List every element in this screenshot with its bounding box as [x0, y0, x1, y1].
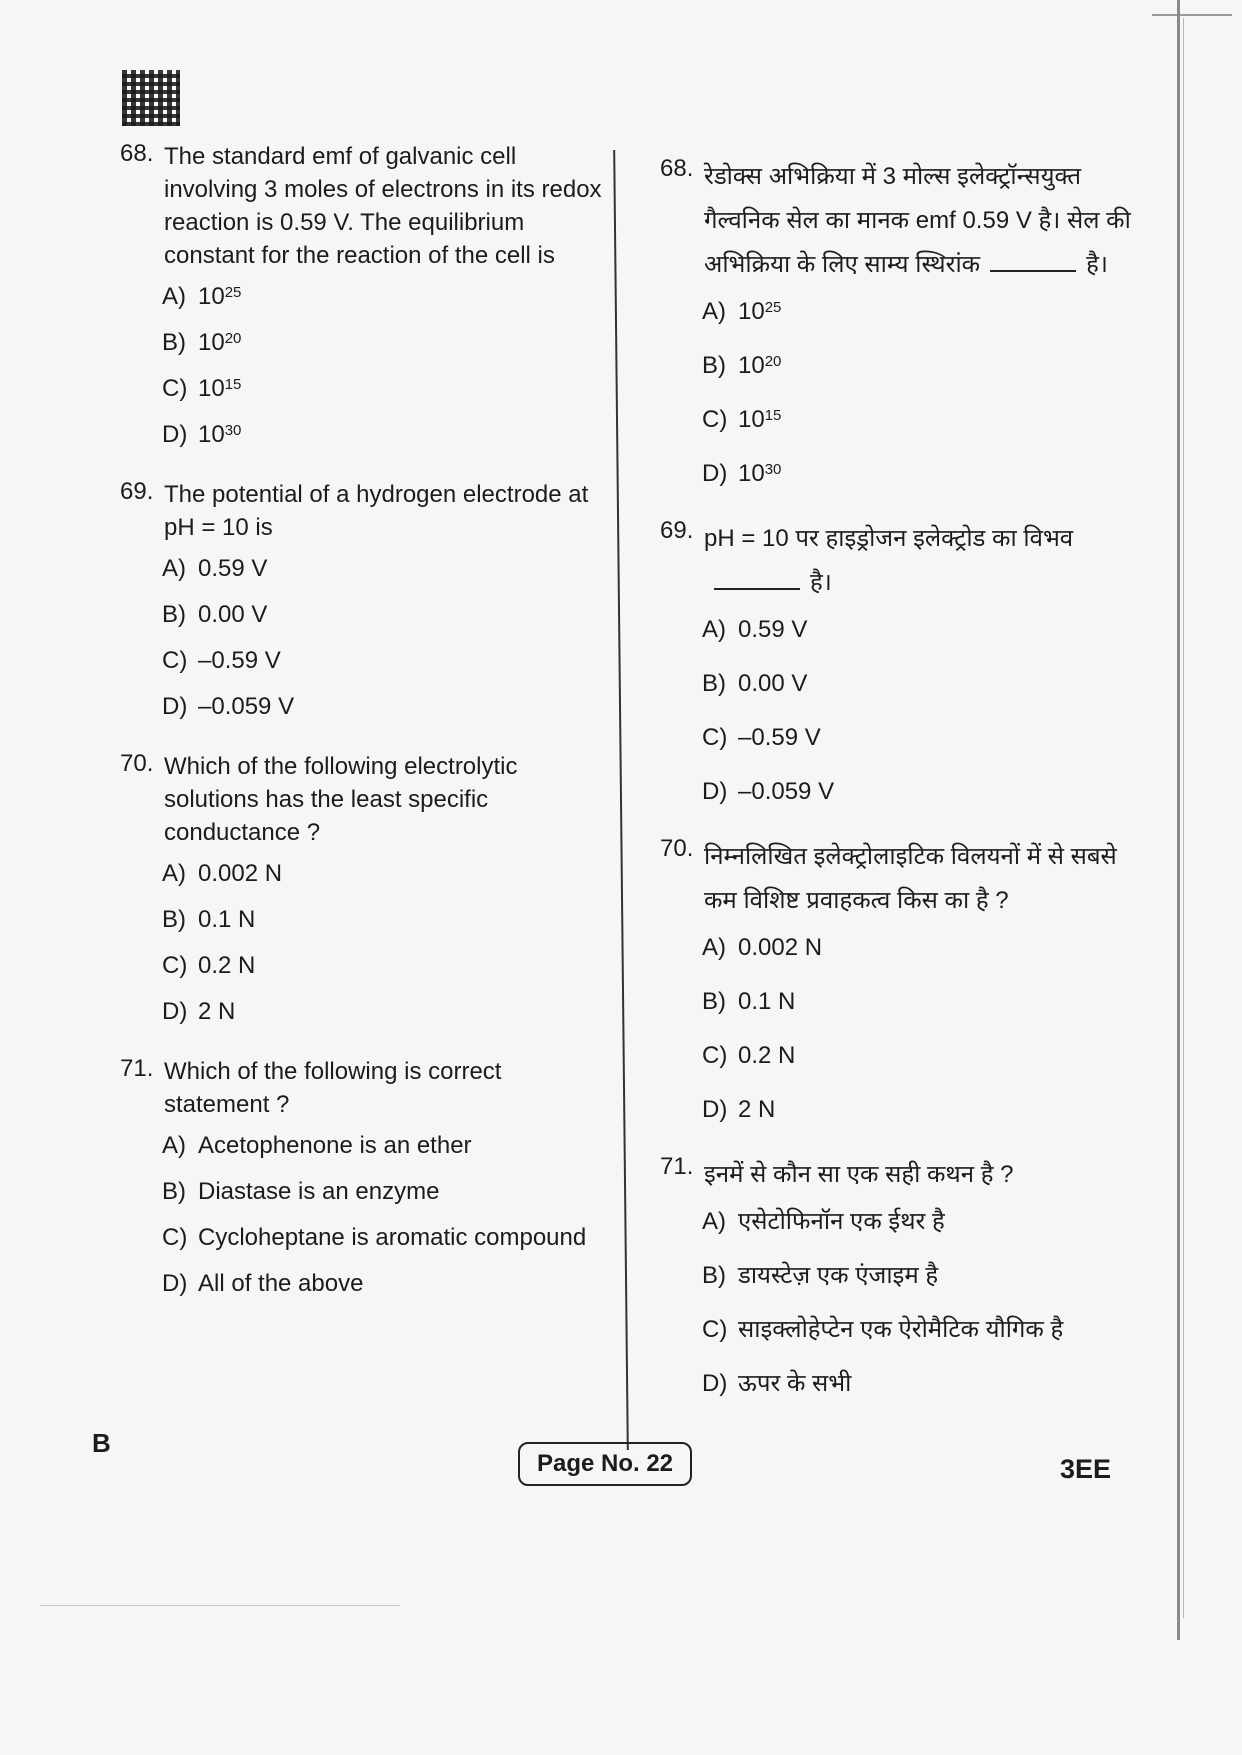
question-number: 71. — [660, 1153, 694, 1180]
power-exponent: 15 — [224, 376, 242, 393]
option-letter: D) — [162, 693, 188, 720]
option-letter: C) — [702, 1316, 728, 1343]
options-list — [702, 933, 1140, 1125]
question-number: 69. — [120, 478, 154, 505]
power-base: 10 — [198, 329, 225, 356]
option-item — [702, 1041, 1140, 1071]
question-body: pH = 10 पर हाइड्रोजन इलेक्ट्रोड का विभव — [704, 525, 1074, 552]
option-text — [738, 459, 781, 489]
question-69 — [120, 478, 610, 722]
option-text: Diastase is an enzyme — [198, 1178, 440, 1205]
option-letter: A) — [162, 283, 186, 310]
option-text: 0.002 N — [738, 934, 823, 961]
power-exponent: 25 — [764, 299, 782, 316]
option-text: एसेटोफिनॉन एक ईथर है — [738, 1208, 945, 1235]
option-letter: B) — [702, 988, 726, 1015]
option-item — [702, 297, 1140, 327]
option-text: 0.1 N — [198, 906, 256, 933]
option-text — [198, 328, 241, 358]
option-letter: A) — [702, 934, 726, 961]
question-tail: है। — [1086, 251, 1108, 278]
option-letter: C) — [162, 375, 188, 402]
option-item — [162, 859, 610, 889]
option-text: 2 N — [198, 998, 236, 1025]
question-number: 68. — [660, 155, 694, 182]
option-item — [702, 669, 1140, 699]
question-number: 71. — [120, 1055, 154, 1082]
option-letter: C) — [162, 952, 188, 979]
option-item — [162, 420, 610, 450]
power-exponent: 20 — [224, 330, 242, 347]
option-item — [702, 1261, 1140, 1291]
question-number: 69. — [660, 517, 694, 544]
option-letter: B) — [162, 601, 186, 628]
option-letter: A) — [162, 1132, 186, 1159]
option-text: –0.059 V — [738, 778, 835, 805]
power-base: 10 — [198, 375, 225, 402]
option-item — [162, 554, 610, 584]
question-text — [704, 517, 1140, 605]
question-number: 70. — [120, 750, 154, 777]
scan-artifact-line — [40, 1605, 400, 1606]
question-body: निम्नलिखित इलेक्ट्रोलाइटिक विलयनों में से सबसे कम विशिष्ट प्रवाहकत्व किस का है ? — [704, 843, 1117, 914]
option-text: 0.1 N — [738, 988, 796, 1015]
question-text — [164, 478, 610, 544]
option-item — [702, 933, 1140, 963]
option-letter: D) — [162, 998, 188, 1025]
scan-page-edge-secondary — [1183, 18, 1184, 1618]
question-69 — [660, 517, 1140, 807]
option-item — [162, 1223, 610, 1253]
question-68 — [660, 155, 1140, 489]
option-letter: B) — [702, 670, 726, 697]
option-item — [162, 1269, 610, 1299]
power-exponent: 25 — [224, 284, 242, 301]
option-text: 0.00 V — [738, 670, 808, 697]
option-letter: D) — [162, 1270, 188, 1297]
question-text — [704, 155, 1140, 287]
option-item — [162, 997, 610, 1027]
option-item — [702, 1315, 1140, 1345]
power-base: 10 — [738, 352, 765, 379]
option-text: 0.2 N — [738, 1042, 796, 1069]
question-tail: है। — [810, 569, 832, 596]
option-item — [702, 351, 1140, 381]
option-item — [162, 646, 610, 676]
power-base: 10 — [738, 298, 765, 325]
option-letter: C) — [162, 647, 188, 674]
option-letter: B) — [702, 1262, 726, 1289]
power-exponent: 15 — [764, 407, 782, 424]
option-letter: B) — [162, 906, 186, 933]
option-text: 2 N — [738, 1096, 776, 1123]
question-68 — [120, 140, 610, 450]
option-text: Acetophenone is an ether — [198, 1132, 472, 1159]
question-body: रेडोक्स अभिक्रिया में 3 मोल्स इलेक्ट्रॉन्सयुक्त गैल्वनिक सेल का मानक emf 0.59 V है। सेल की अभिक्रिया के लिए साम्य स्थिरांक — [704, 163, 1131, 278]
option-text — [198, 374, 241, 404]
option-letter: D) — [162, 421, 188, 448]
option-letter: D) — [702, 1096, 728, 1123]
option-letter: C) — [702, 406, 728, 433]
option-letter: D) — [702, 778, 728, 805]
option-item — [702, 777, 1140, 807]
option-letter: A) — [702, 1208, 726, 1235]
question-body: इनमें से कौन सा एक सही कथन है ? — [704, 1161, 1014, 1188]
paper-code: 3EE — [1060, 1454, 1112, 1484]
scan-top-edge — [1152, 14, 1232, 16]
question-text — [164, 140, 610, 272]
option-text — [738, 351, 781, 381]
option-letter: B) — [162, 1178, 186, 1205]
option-letter: B) — [702, 352, 726, 379]
option-item — [162, 951, 610, 981]
answer-blank — [990, 250, 1076, 272]
option-letter: A) — [702, 298, 726, 325]
question-70 — [660, 835, 1140, 1125]
option-item — [162, 328, 610, 358]
page-number-box: Page No. 22 — [518, 1442, 692, 1486]
option-text: –0.59 V — [738, 724, 821, 751]
option-text — [738, 297, 781, 327]
option-text: –0.59 V — [198, 647, 281, 674]
option-item — [702, 1369, 1140, 1399]
option-item — [162, 1131, 610, 1161]
option-letter: C) — [162, 1224, 188, 1251]
option-text: Cycloheptane is aromatic compound — [198, 1224, 587, 1251]
question-body: Which of the following electrolytic solutions has the least specific conductance ? — [164, 753, 518, 846]
option-text: 0.59 V — [198, 555, 268, 582]
option-item — [702, 987, 1140, 1017]
option-letter: D) — [702, 460, 728, 487]
options-list — [162, 282, 610, 450]
option-text — [738, 405, 781, 435]
question-70 — [120, 750, 610, 1027]
option-item — [162, 282, 610, 312]
option-text: –0.059 V — [198, 693, 295, 720]
option-letter: C) — [702, 724, 728, 751]
power-exponent: 30 — [224, 422, 242, 439]
options-list — [162, 554, 610, 722]
question-text — [164, 750, 610, 849]
option-text: All of the above — [198, 1270, 364, 1297]
option-text — [198, 420, 241, 450]
question-number: 68. — [120, 140, 154, 167]
option-item — [162, 374, 610, 404]
qr-code-icon — [122, 70, 180, 126]
power-exponent: 30 — [764, 461, 782, 478]
question-71 — [120, 1055, 610, 1299]
options-list — [702, 615, 1140, 807]
option-text: 0.00 V — [198, 601, 268, 628]
option-text: साइक्लोहेप्टेन एक ऐरोमैटिक यौगिक है — [738, 1316, 1064, 1343]
option-item — [162, 1177, 610, 1207]
options-list — [702, 1207, 1140, 1399]
option-item — [702, 723, 1140, 753]
option-letter: B) — [162, 329, 186, 356]
power-base: 10 — [738, 460, 765, 487]
option-text: ऊपर के सभी — [738, 1370, 852, 1397]
question-text — [704, 835, 1140, 923]
option-letter: A) — [702, 616, 726, 643]
hindi-column — [660, 155, 1140, 1427]
option-text: 0.2 N — [198, 952, 256, 979]
booklet-series: B — [92, 1428, 111, 1458]
options-list — [162, 859, 610, 1027]
power-base: 10 — [198, 283, 225, 310]
column-divider — [613, 150, 629, 1450]
option-item — [702, 459, 1140, 489]
answer-blank — [714, 568, 800, 590]
question-body: The standard emf of galvanic cell involving 3 moles of electrons in its redox reaction is 0.59 V. The equilibrium constant for the reaction of the cell is — [164, 143, 602, 269]
question-text — [704, 1153, 1140, 1197]
option-text — [198, 282, 241, 312]
option-item — [162, 692, 610, 722]
option-item — [162, 905, 610, 935]
option-text: 0.002 N — [198, 860, 283, 887]
option-text: 0.59 V — [738, 616, 808, 643]
question-body: Which of the following is correct statement ? — [164, 1058, 502, 1118]
power-exponent: 20 — [764, 353, 782, 370]
option-item — [702, 1095, 1140, 1125]
option-item — [162, 600, 610, 630]
power-base: 10 — [738, 406, 765, 433]
scan-page-edge — [1177, 0, 1180, 1640]
option-item — [702, 615, 1140, 645]
option-letter: A) — [162, 860, 186, 887]
option-letter: A) — [162, 555, 186, 582]
options-list — [702, 297, 1140, 489]
question-number: 70. — [660, 835, 694, 862]
english-column — [120, 140, 610, 1327]
question-text — [164, 1055, 610, 1121]
option-text: डायस्टेज़ एक एंजाइम है — [738, 1262, 939, 1289]
options-list — [162, 1131, 610, 1299]
question-body: The potential of a hydrogen electrode at pH = 10 is — [164, 481, 589, 541]
question-71 — [660, 1153, 1140, 1399]
option-item — [702, 1207, 1140, 1237]
option-letter: C) — [702, 1042, 728, 1069]
option-item — [702, 405, 1140, 435]
option-letter: D) — [702, 1370, 728, 1397]
power-base: 10 — [198, 421, 225, 448]
